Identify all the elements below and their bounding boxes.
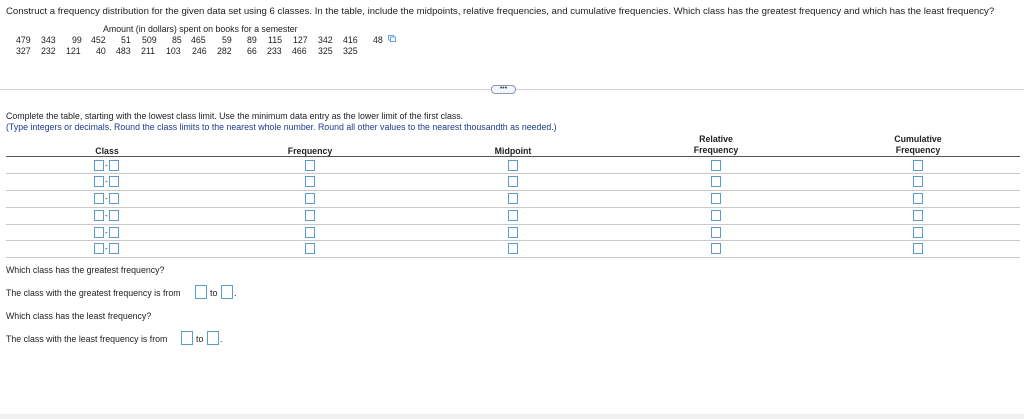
data-value: 89 — [247, 35, 257, 45]
relative-frequency-input[interactable] — [711, 243, 721, 254]
table-header-rule — [6, 156, 1020, 157]
midpoint-input[interactable] — [508, 176, 518, 187]
data-value: 103 — [166, 46, 181, 56]
class-lower-input[interactable] — [94, 210, 104, 221]
copy-icon[interactable] — [388, 35, 396, 42]
header-relative-frequency — [676, 134, 756, 156]
relative-frequency-input[interactable] — [711, 210, 721, 221]
class-upper-input[interactable] — [109, 160, 119, 171]
header-cumulative-frequency — [878, 134, 958, 156]
relative-frequency-input[interactable] — [711, 160, 721, 171]
data-caption: Amount (in dollars) spent on books for a semester — [103, 24, 298, 34]
data-value: 59 — [222, 35, 232, 45]
bottom-bar — [0, 414, 1024, 419]
class-upper-input[interactable] — [109, 243, 119, 254]
frequency-input[interactable] — [305, 160, 315, 171]
least-to-input[interactable] — [207, 331, 219, 345]
greatest-from-input[interactable] — [195, 285, 207, 299]
frequency-input[interactable] — [305, 210, 315, 221]
data-value: 115 — [268, 35, 283, 45]
class-lower-input[interactable] — [94, 243, 104, 254]
greatest-to-input[interactable] — [221, 285, 233, 299]
data-value: 51 — [121, 35, 131, 45]
class-upper-input[interactable] — [109, 227, 119, 238]
question-text: Construct a frequency distribution for the given data set using 6 classes. In the table, include the midpoints, relative frequencies, and cumulative frequencies. Which class has the greatest frequency and which has the least frequency? — [6, 6, 995, 17]
midpoint-input[interactable] — [508, 160, 518, 171]
midpoint-input[interactable] — [508, 227, 518, 238]
cumulative-frequency-input[interactable] — [913, 227, 923, 238]
relative-frequency-input[interactable] — [711, 227, 721, 238]
data-row-2 — [0, 46, 400, 58]
least-answer-prefix: The class with the least frequency is from — [6, 334, 168, 344]
data-value: 211 — [141, 46, 156, 56]
cumulative-frequency-input[interactable] — [913, 210, 923, 221]
data-value: 121 — [66, 46, 81, 56]
class-dash: - — [105, 194, 108, 203]
frequency-input[interactable] — [305, 227, 315, 238]
data-value: 342 — [318, 35, 333, 45]
class-dash: - — [105, 244, 108, 253]
least-from-input[interactable] — [181, 331, 193, 345]
header-cumulative-line-1: Cumulative — [894, 134, 942, 144]
header-midpoint: Midpoint — [494, 146, 532, 156]
instructions-line-1: Complete the table, starting with the lowest class limit. Use the minimum data entry as the lower limit of the first class. — [6, 111, 464, 121]
header-frequency: Frequency — [287, 146, 333, 156]
table-row-rule — [6, 224, 1020, 225]
cumulative-frequency-input[interactable] — [913, 243, 923, 254]
data-value: 325 — [343, 46, 358, 56]
cumulative-frequency-input[interactable] — [913, 176, 923, 187]
header-class: Class — [95, 146, 119, 156]
least-to-label: to — [196, 334, 204, 344]
frequency-input[interactable] — [305, 193, 315, 204]
data-value: 465 — [191, 35, 206, 45]
table-row-rule — [6, 173, 1020, 174]
data-value: 483 — [116, 46, 131, 56]
data-value: 246 — [192, 46, 207, 56]
class-upper-input[interactable] — [109, 193, 119, 204]
header-relative-line-1: Relative — [699, 134, 733, 144]
midpoint-input[interactable] — [508, 243, 518, 254]
data-value: 452 — [91, 35, 106, 45]
data-value: 48 — [373, 35, 383, 45]
data-value: 282 — [217, 46, 232, 56]
table-row-rule — [6, 207, 1020, 208]
class-lower-input[interactable] — [94, 176, 104, 187]
midpoint-input[interactable] — [508, 193, 518, 204]
class-lower-input[interactable] — [94, 227, 104, 238]
data-value: 416 — [343, 35, 358, 45]
class-upper-input[interactable] — [109, 210, 119, 221]
data-value: 466 — [292, 46, 307, 56]
least-question: Which class has the least frequency? — [6, 311, 152, 321]
data-value: 343 — [41, 35, 56, 45]
class-dash: - — [105, 211, 108, 220]
frequency-input[interactable] — [305, 176, 315, 187]
table-row-rule — [6, 240, 1020, 241]
cumulative-frequency-input[interactable] — [913, 193, 923, 204]
class-dash: - — [105, 177, 108, 186]
relative-frequency-input[interactable] — [711, 193, 721, 204]
table-row-rule — [6, 190, 1020, 191]
class-upper-input[interactable] — [109, 176, 119, 187]
least-period: . — [220, 334, 223, 344]
data-value: 232 — [41, 46, 56, 56]
cumulative-frequency-input[interactable] — [913, 160, 923, 171]
instructions-line-2: (Type integers or decimals. Round the class limits to the nearest whole number. Round all other values to the nearest thousandth as needed.) — [6, 122, 557, 132]
data-value: 40 — [96, 46, 106, 56]
data-value: 327 — [16, 46, 31, 56]
data-value: 325 — [318, 46, 333, 56]
class-dash: - — [105, 161, 108, 170]
greatest-question: Which class has the greatest frequency? — [6, 265, 165, 275]
data-value: 66 — [247, 46, 257, 56]
greatest-answer-prefix: The class with the greatest frequency is from — [6, 288, 181, 298]
data-value: 233 — [267, 46, 282, 56]
greatest-to-label: to — [210, 288, 218, 298]
data-value: 85 — [172, 35, 182, 45]
class-dash: - — [105, 228, 108, 237]
data-value: 509 — [142, 35, 157, 45]
relative-frequency-input[interactable] — [711, 176, 721, 187]
header-relative-line-2: Frequency — [693, 145, 739, 155]
class-lower-input[interactable] — [94, 193, 104, 204]
frequency-input[interactable] — [305, 243, 315, 254]
class-lower-input[interactable] — [94, 160, 104, 171]
header-cumulative-line-2: Frequency — [895, 145, 941, 155]
data-value: 479 — [16, 35, 31, 45]
table-row-rule — [6, 257, 1020, 258]
greatest-period: . — [234, 288, 237, 298]
more-button[interactable]: ••• — [491, 85, 516, 94]
data-value: 127 — [293, 35, 308, 45]
data-value: 99 — [72, 35, 82, 45]
midpoint-input[interactable] — [508, 210, 518, 221]
